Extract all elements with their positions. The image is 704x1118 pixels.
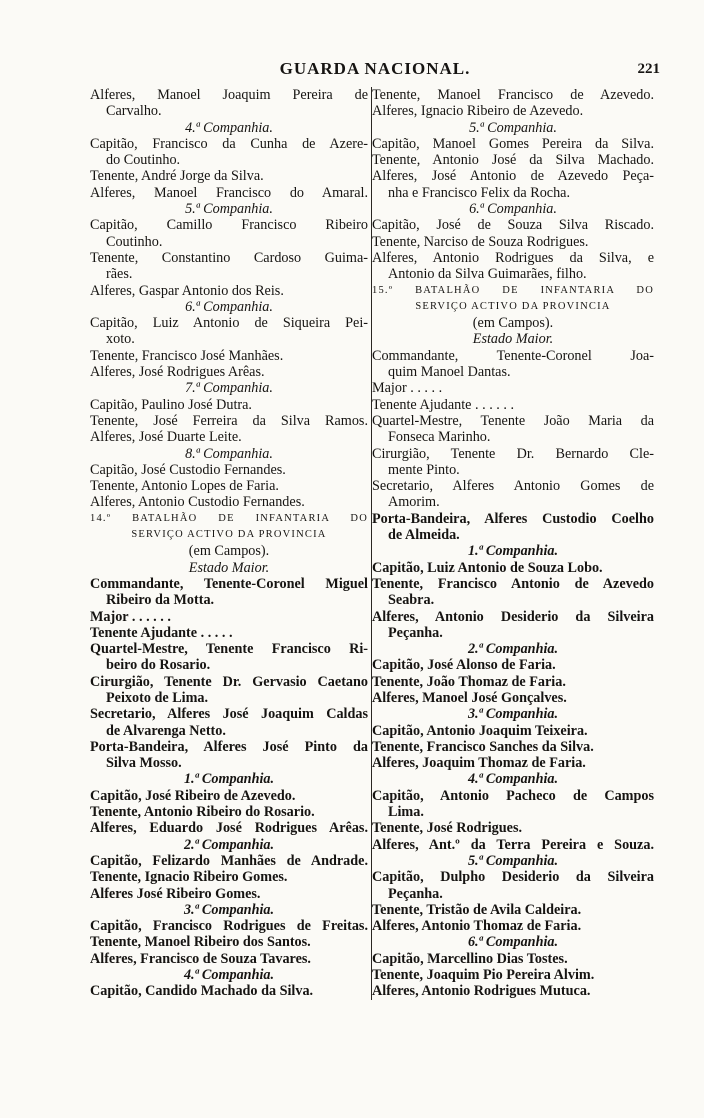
text-line: Major . . . . .: [372, 380, 443, 397]
text-line: Tenente Ajudante . . . . .: [90, 624, 233, 641]
text-line: Capitão, Marcellino Dias Tostes.: [372, 950, 568, 967]
text-line: do Coutinho.: [106, 152, 181, 169]
text-line: Capitão, José Ribeiro de Azevedo.: [90, 787, 296, 804]
text-line: Peixoto de Lima.: [106, 689, 209, 706]
text-line: Porta-Bandeira, Alferes Custodio Coelho: [372, 510, 654, 527]
text-line: Tenente, Ignacio Ribeiro Gomes.: [90, 869, 288, 886]
text-line: Ribeiro da Motta.: [106, 592, 215, 609]
section-heading: Estado Maior.: [472, 331, 554, 348]
text-line: Capitão, Luiz Antonio de Siqueira Pei-: [90, 315, 368, 332]
text-line: Capitão, Francisco Rodrigues de Freitas.: [90, 918, 368, 935]
section-heading: 2.ª Companhia.: [183, 836, 275, 853]
text-line: Capitão, Manoel Gomes Pereira da Silva.: [372, 135, 654, 152]
text-line: Major . . . . . .: [90, 608, 171, 625]
text-line: Silva Mosso.: [106, 755, 182, 772]
text-line: Tenente, Joaquim Pio Pereira Alvim.: [372, 967, 595, 984]
text-line: Antonio da Silva Guimarães, filho.: [388, 266, 587, 283]
text-line: Capitão, Francisco da Cunha de Azere-: [90, 135, 368, 152]
page-title: GUARDA NACIONAL.: [279, 59, 471, 78]
text-line: nha e Francisco Felix da Rocha.: [388, 184, 571, 201]
text-line: Alferes, José Duarte Leite.: [90, 429, 242, 446]
text-line: Alferes, Antonio Custodio Fernandes.: [90, 494, 305, 511]
text-line: xoto.: [106, 331, 135, 348]
text-line: Capitão, José de Souza Silva Riscado.: [372, 217, 654, 234]
section-heading: 2.ª Companhia.: [467, 641, 559, 658]
text-line: Quartel-Mestre, Tenente João Maria da: [372, 412, 654, 429]
section-heading: 8.ª Companhia.: [185, 445, 273, 462]
text-line: Peçanha.: [388, 885, 443, 902]
text-line: Secretario, Alferes Antonio Gomes de: [372, 478, 654, 495]
text-line: Alferes, Ant.º da Terra Pereira e Souza.: [372, 836, 654, 853]
text-line: Capitão, Camillo Francisco Ribeiro: [90, 217, 368, 234]
text-line: Alferes, Antonio Rodrigues da Silva, e: [372, 249, 654, 266]
text-line: Capitão, Felizardo Manhães de Andrade.: [90, 852, 368, 869]
text-line: Tenente, Francisco José Manhães.: [90, 347, 284, 364]
text-line: quim Manoel Dantas.: [388, 364, 511, 381]
text-line: Quartel-Mestre, Tenente Francisco Ri-: [90, 641, 368, 658]
section-heading: 6.ª Companhia.: [185, 298, 273, 315]
text-line: Tenente, Antonio José da Silva Machado.: [372, 152, 654, 169]
text-line: Tenente, Narciso de Souza Rodrigues.: [372, 233, 589, 250]
text-line: Capitão, Luiz Antonio de Souza Lobo.: [372, 559, 603, 576]
section-heading: 1.ª Companhia.: [467, 543, 559, 560]
text-line: de Alvarenga Netto.: [106, 722, 226, 739]
text-line: Tenente, Tristão de Avila Caldeira.: [372, 901, 582, 918]
text-line: Alferes, Antonio Desiderio da Silveira: [372, 608, 654, 625]
section-heading: 6.ª Companhia.: [467, 934, 559, 951]
section-heading: 7.ª Companhia.: [185, 380, 273, 397]
text-line: Cirurgião, Tenente Dr. Gervasio Caetano: [90, 673, 368, 690]
text-line: Alferes, Antonio Thomaz de Faria.: [372, 918, 582, 935]
text-line: Alferes, José Antonio de Azevedo Peça-: [372, 168, 654, 185]
text-line: Alferes José Ribeiro Gomes.: [90, 885, 261, 902]
text-line: Tenente, Antonio Ribeiro do Rosario.: [90, 804, 315, 821]
text-line: Seabra.: [388, 592, 435, 609]
text-line: Alferes, Francisco de Souza Tavares.: [90, 950, 311, 967]
text-line: Tenente, Constantino Cardoso Guima-: [90, 249, 368, 266]
text-line: Alferes, Gaspar Antonio dos Reis.: [90, 282, 284, 299]
text-line: beiro do Rosario.: [106, 657, 211, 674]
text-line: Secretario, Alferes José Joaquim Caldas: [90, 706, 368, 723]
running-header: [90, 56, 660, 82]
text-line: Peçanha.: [388, 624, 443, 641]
text-line: Lima.: [388, 804, 424, 821]
section-heading: 5.ª Companhia.: [467, 852, 559, 869]
text-line: Capitão, Candido Machado da Silva.: [90, 983, 314, 1000]
page-number: 221: [637, 61, 660, 77]
text-line: Amorim.: [388, 494, 440, 511]
text-line: Fonseca Marinho.: [388, 429, 491, 446]
text-line: Commandante, Tenente-Coronel Miguel: [90, 575, 368, 592]
text-line: Alferes, Eduardo José Rodrigues Arêas.: [90, 820, 368, 837]
text-line: Cirurgião, Tenente Dr. Bernardo Cle-: [372, 445, 654, 462]
text-line: Tenente, José Rodrigues.: [372, 820, 523, 837]
text-line: Capitão, Antonio Joaquim Teixeira.: [372, 722, 588, 739]
text-line: Capitão, José Alonso de Faria.: [372, 657, 556, 674]
text-line: Capitão, Paulino José Dutra.: [90, 396, 252, 413]
text-line: Tenente, André Jorge da Silva.: [90, 168, 264, 185]
text-line: Tenente, Manoel Ribeiro dos Santos.: [90, 934, 311, 951]
text-line: Alferes, Manoel José Gonçalves.: [372, 689, 567, 706]
section-heading: 3.ª Companhia.: [467, 706, 559, 723]
text-line: Capitão, Antonio Pacheco de Campos: [372, 787, 654, 804]
text-line: Alferes, Manoel Joaquim Pereira de: [90, 87, 368, 103]
section-heading: 5.ª Companhia.: [469, 119, 557, 136]
section-heading: 3.ª Companhia.: [183, 901, 275, 918]
text-line: Tenente Ajudante . . . . . .: [372, 396, 515, 413]
text-line: SERVIÇO ACTIVO DA PROVINCIA: [131, 529, 327, 541]
text-line: Alferes, José Rodrigues Arêas.: [90, 364, 265, 381]
text-line: Tenente, Manoel Francisco de Azevedo.: [372, 87, 654, 103]
section-heading: Estado Maior.: [188, 559, 270, 576]
left-column: [90, 87, 372, 1000]
text-line: Porta-Bandeira, Alferes José Pinto da: [90, 738, 368, 755]
section-heading: 5.ª Companhia.: [185, 201, 273, 218]
section-heading: 6.ª Companhia.: [469, 201, 557, 218]
text-line: Tenente, João Thomaz de Faria.: [372, 673, 566, 690]
text-line: Tenente, Antonio Lopes de Faria.: [90, 478, 279, 495]
section-heading: 1.ª Companhia.: [183, 771, 275, 788]
text-line: (em Campos).: [188, 543, 270, 560]
text-line: SERVIÇO ACTIVO DA PROVINCIA: [415, 300, 611, 312]
text-line: 14.º BATALHÃO DE INFANTARIA DO: [90, 512, 368, 524]
text-line: Commandante, Tenente-Coronel Joa-: [372, 347, 654, 364]
text-line: Tenente, Francisco Antonio de Azevedo: [372, 575, 654, 592]
text-line: mente Pinto.: [388, 461, 460, 478]
right-column: [372, 87, 654, 1000]
text-line: (em Campos).: [472, 315, 554, 332]
text-line: Capitão, Dulpho Desiderio da Silveira: [372, 869, 654, 886]
text-line: Carvalho.: [106, 103, 162, 120]
text-line: Tenente, José Ferreira da Silva Ramos.: [90, 412, 368, 429]
text-line: Alferes, Manoel Francisco do Amaral.: [90, 184, 368, 201]
text-line: Alferes, Joaquim Thomaz de Faria.: [372, 755, 586, 772]
text-line: de Almeida.: [388, 527, 460, 544]
section-heading: 4.ª Companhia.: [185, 119, 273, 136]
text-line: rães.: [106, 266, 133, 283]
text-line: Alferes, Ignacio Ribeiro de Azevedo.: [372, 103, 584, 120]
section-heading: 4.ª Companhia.: [467, 771, 559, 788]
text-line: 15.º BATALHÃO DE INFANTARIA DO: [372, 284, 654, 296]
text-line: Tenente, Francisco Sanches da Silva.: [372, 738, 594, 755]
text-line: Alferes, Antonio Rodrigues Mutuca.: [372, 983, 591, 1000]
text-line: Coutinho.: [106, 233, 163, 250]
text-line: Capitão, José Custodio Fernandes.: [90, 461, 286, 478]
section-heading: 4.ª Companhia.: [183, 967, 275, 984]
